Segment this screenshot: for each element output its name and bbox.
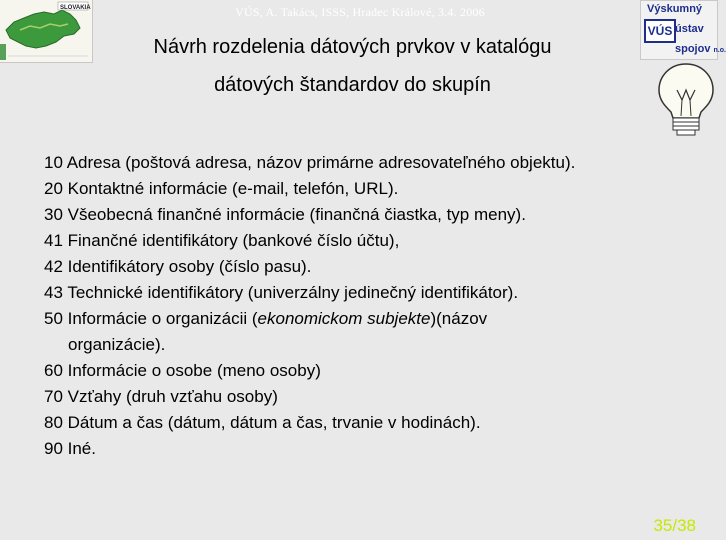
list-item-text: 50 Informácie o organizácii ( [44,309,258,328]
logo-suffix: n.o. [713,47,726,54]
lightbulb-icon [655,62,717,143]
list-item: 42 Identifikátory osoby (číslo pasu). [44,257,312,276]
list-item-text-after: )(názov [430,309,488,328]
slide-title-line2: dátových štandardov do skupín [214,74,491,96]
vus-logo [640,0,726,60]
page-number: 35/38 [653,516,696,535]
category-list [44,150,704,462]
logo-line1: Výskumný [647,3,703,15]
list-item: 60 Informácie o osobe (meno osoby) [44,361,321,380]
list-item: 10 Adresa (poštová adresa, názov primárne adresovateľného objektu). [44,153,576,172]
list-item: 30 Všeobecná finančné informácie (finančná čiastka, typ meny). [44,205,526,224]
list-item [44,306,704,358]
list-item: 90 Iné. [44,439,96,458]
list-item: 43 Technické identifikátory (univerzálny jedinečný identifikátor). [44,283,519,302]
slide-title-line1: Návrh rozdelenia dátových prvkov v katalógu [153,36,552,58]
list-item: 80 Dátum a čas (dátum, dátum a čas, trvanie v hodinách). [44,413,481,432]
logo-line3 [675,43,726,57]
logo-line3-text: spojov [675,43,711,55]
list-item-italic: ekonomickom subjekte [257,309,431,328]
logo-line2: ústav [675,23,704,35]
list-item: 41 Finančné identifikátory (bankové číslo účtu), [44,231,400,250]
list-item: 20 Kontaktné informácie (e-mail, telefón, URL). [44,179,399,198]
list-item-continuation: organizácie). [68,335,166,354]
logo-mark: VÚS [644,19,676,43]
presentation-header: VÚS, A. Takács, ISSS, Hradec Králové, 3.4. 2006 [235,5,485,19]
list-item: 70 Vzťahy (druh vzťahu osoby) [44,387,278,406]
map-label: SLOVAKIA [60,5,91,11]
